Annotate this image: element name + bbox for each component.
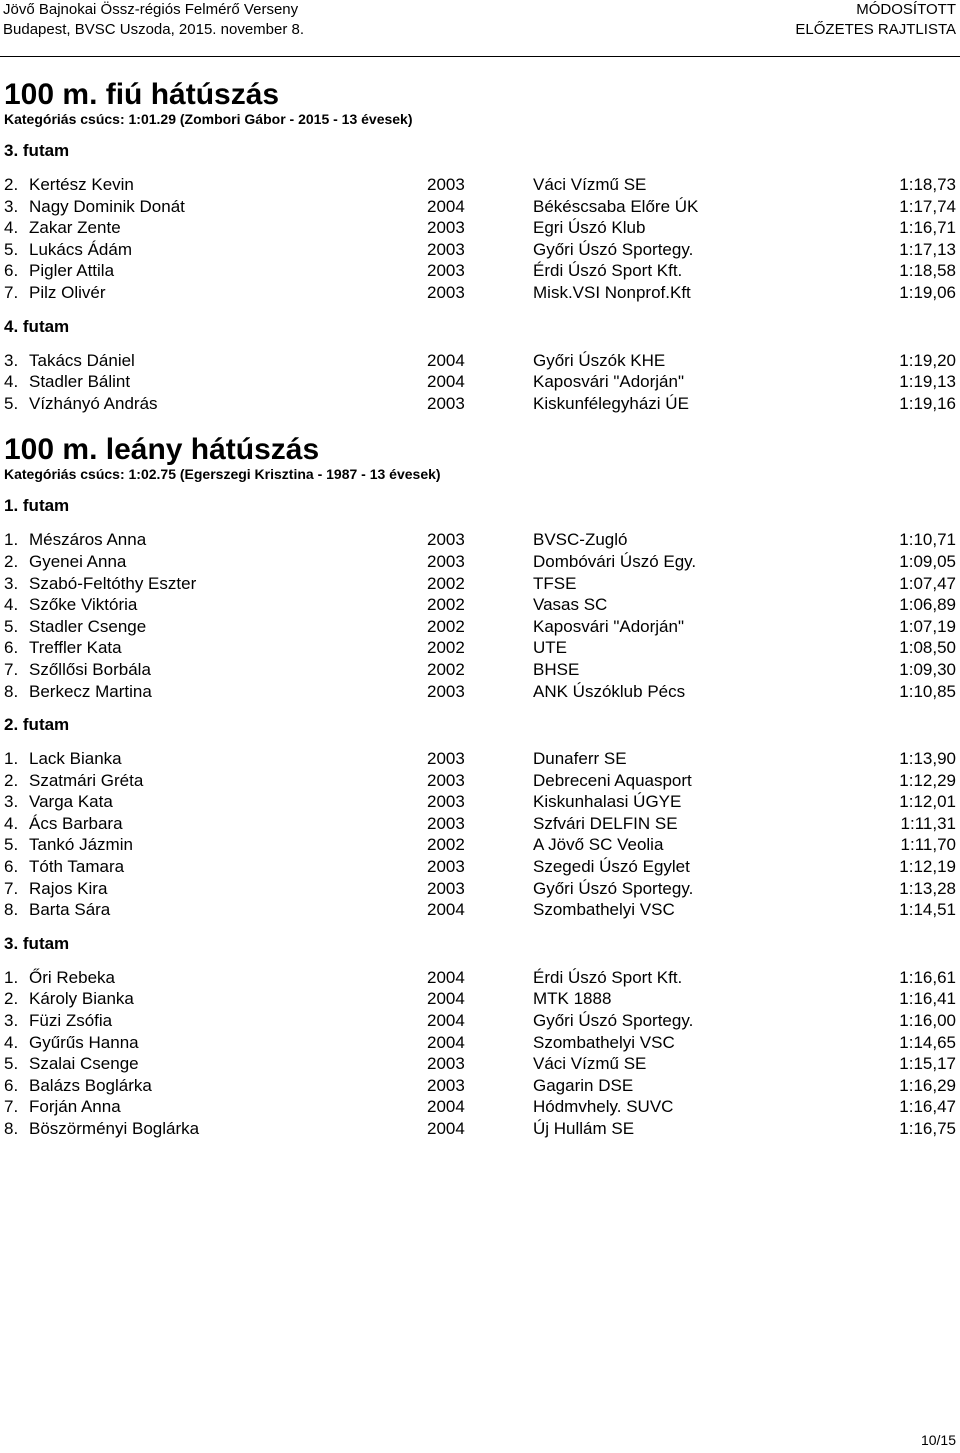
heat-title: 2. futam	[4, 715, 70, 735]
entry-time: 1:13,28	[899, 878, 956, 898]
swimmer-name: Mészáros Anna	[29, 530, 147, 550]
lane-number: 1.	[4, 967, 19, 987]
birth-year: 2003	[427, 261, 465, 281]
venue-date: Budapest, BVSC Uszoda, 2015. november 8.	[3, 21, 305, 38]
lane-number: 6.	[4, 857, 19, 877]
entry-time: 1:14,51	[899, 900, 956, 920]
swimmer-name: Treffler Kata	[29, 638, 122, 658]
swimmer-row	[0, 967, 960, 989]
swimmer-name: Varga Kata	[29, 792, 113, 812]
birth-year: 2003	[427, 1075, 465, 1095]
swimmer-name: Szalai Csenge	[29, 1054, 139, 1074]
swimmer-row	[0, 217, 960, 239]
club-name: Győri Úszó Sportegy.	[533, 1011, 694, 1031]
swimmer-row	[0, 1010, 960, 1032]
club-name: Misk.VSI Nonprof.Kft	[533, 282, 691, 302]
birth-year: 2004	[427, 1119, 465, 1138]
swimmer-name: Pigler Attila	[29, 261, 115, 281]
entry-time: 1:19,16	[899, 393, 956, 413]
club-name: MTK 1888	[533, 989, 612, 1009]
birth-year: 2003	[427, 393, 465, 413]
club-name: Szegedi Úszó Egylet	[533, 857, 690, 877]
club-name: Békéscsaba Előre ÚK	[533, 196, 699, 216]
swimmer-name: Szatmári Gréta	[29, 770, 144, 790]
heat-title: 1. futam	[4, 496, 70, 516]
document-status: MÓDOSÍTOTT	[856, 1, 956, 18]
swimmer-row	[0, 371, 960, 393]
heat-section	[0, 141, 960, 304]
birth-year: 2004	[427, 989, 465, 1009]
lane-number: 7.	[4, 659, 19, 679]
lane-number: 6.	[4, 1075, 19, 1095]
birth-year: 2003	[427, 175, 465, 194]
entry-time: 1:08,50	[899, 638, 956, 658]
swimmer-name: Barta Sára	[29, 900, 111, 920]
swimmer-name: Balázs Boglárka	[29, 1075, 152, 1095]
club-name: Váci Vízmű SE	[533, 1054, 647, 1074]
club-name: A Jövő SC Veolia	[533, 835, 664, 855]
entry-time: 1:16,61	[899, 967, 956, 987]
club-name: Győri Úszók KHE	[533, 350, 666, 370]
heat-title: 3. futam	[4, 933, 70, 953]
swimmer-name: Kertész Kevin	[29, 175, 134, 194]
club-name: Vasas SC	[533, 595, 608, 615]
entry-time: 1:11,31	[900, 813, 956, 833]
swimmer-name: Károly Bianka	[29, 989, 134, 1009]
birth-year: 2004	[427, 350, 465, 370]
club-name: Debreceni Aquasport	[533, 770, 692, 790]
lane-number: 7.	[4, 878, 19, 898]
birth-year: 2003	[427, 857, 465, 877]
heat-section	[0, 715, 960, 921]
entry-time: 1:18,73	[899, 175, 956, 194]
entry-time: 1:16,71	[899, 218, 956, 238]
birth-year: 2004	[427, 196, 465, 216]
swimmer-row	[0, 681, 960, 703]
swimmer-name: Füzi Zsófia	[29, 1011, 113, 1031]
entry-time: 1:11,70	[900, 835, 956, 855]
swimmer-name: Őri Rebeka	[29, 967, 115, 987]
entry-time: 1:16,29	[899, 1075, 956, 1095]
event-title: 100 m. leány hátúszás	[4, 433, 320, 467]
swimmer-row	[0, 878, 960, 900]
swimmer-name: Szőllősi Borbála	[29, 659, 151, 679]
entry-time: 1:06,89	[899, 595, 956, 615]
birth-year: 2003	[427, 530, 465, 550]
lane-number: 5.	[4, 616, 19, 636]
lane-number: 1.	[4, 530, 19, 550]
lane-number: 5.	[4, 393, 19, 413]
birth-year: 2004	[427, 900, 465, 920]
entry-time: 1:17,74	[899, 196, 956, 216]
swimmer-name: Zakar Zente	[29, 218, 121, 238]
swimmer-row	[0, 594, 960, 616]
lane-number: 7.	[4, 282, 19, 302]
swimmer-name: Lukács Ádám	[29, 239, 132, 259]
lane-number: 3.	[4, 350, 19, 370]
birth-year: 2003	[427, 218, 465, 238]
birth-year: 2003	[427, 239, 465, 259]
birth-year: 2002	[427, 573, 465, 593]
birth-year: 2004	[427, 1032, 465, 1052]
swimmer-row	[0, 282, 960, 304]
swimmer-name: Pilz Olivér	[29, 282, 106, 302]
club-name: Gagarin DSE	[533, 1075, 634, 1095]
club-name: Kaposvári "Adorján"	[533, 616, 684, 636]
entry-time: 1:19,13	[899, 372, 956, 392]
swimmer-name: Gyűrűs Hanna	[29, 1032, 139, 1052]
club-name: Szombathelyi VSC	[533, 900, 675, 920]
swimmer-name: Vízhányó András	[29, 393, 158, 413]
entry-time: 1:09,05	[899, 551, 956, 571]
swimmer-name: Berkecz Martina	[29, 681, 152, 701]
swimmer-row	[0, 770, 960, 792]
header-divider	[0, 56, 960, 57]
heat-title: 3. futam	[4, 141, 70, 160]
birth-year: 2002	[427, 835, 465, 855]
swimmer-name: Ács Barbara	[29, 813, 123, 833]
club-name: Dombóvári Úszó Egy.	[533, 551, 697, 571]
swimmer-row	[0, 239, 960, 261]
entry-time: 1:16,75	[899, 1119, 956, 1138]
club-name: Győri Úszó Sportegy.	[533, 878, 694, 898]
swimmer-name: Takács Dániel	[29, 350, 135, 370]
swimmer-row	[0, 899, 960, 921]
event-section	[0, 78, 960, 414]
lane-number: 4.	[4, 813, 19, 833]
club-name: Dunaferr SE	[533, 749, 627, 769]
event-title: 100 m. fiú hátúszás	[4, 78, 280, 111]
swimmer-row	[0, 529, 960, 551]
entry-time: 1:18,58	[899, 261, 956, 281]
birth-year: 2004	[427, 1011, 465, 1031]
swimmer-row	[0, 813, 960, 835]
club-name: Hódmvhely. SUVC	[533, 1097, 674, 1117]
lane-number: 3.	[4, 1011, 19, 1031]
swimmer-row	[0, 748, 960, 770]
lane-number: 5.	[4, 835, 19, 855]
club-name: Kiskunhalasi ÚGYE	[533, 792, 682, 812]
club-name: Érdi Úszó Sport Kft.	[533, 967, 683, 987]
swimmer-row	[0, 1118, 960, 1140]
club-name: Váci Vízmű SE	[533, 175, 647, 194]
birth-year: 2002	[427, 595, 465, 615]
lane-number: 5.	[4, 239, 19, 259]
swimmer-row	[0, 260, 960, 282]
swimmer-name: Rajos Kira	[29, 878, 108, 898]
club-name: Új Hullám SE	[533, 1119, 635, 1138]
swimmer-row	[0, 1032, 960, 1054]
swimmer-name: Szabó-Feltóthy Eszter	[29, 573, 197, 593]
lane-number: 6.	[4, 638, 19, 658]
swimmer-name: Böszörményi Boglárka	[29, 1119, 200, 1138]
club-name: BHSE	[533, 659, 580, 679]
entry-time: 1:16,41	[899, 989, 956, 1009]
birth-year: 2002	[427, 616, 465, 636]
swimmer-row	[0, 856, 960, 878]
entry-time: 1:19,06	[899, 282, 956, 302]
birth-year: 2003	[427, 878, 465, 898]
entry-time: 1:17,13	[899, 239, 956, 259]
swimmer-row	[0, 1096, 960, 1118]
entry-time: 1:07,47	[899, 573, 956, 593]
swimmer-row	[0, 637, 960, 659]
lane-number: 2.	[4, 989, 19, 1009]
swimmer-row	[0, 616, 960, 638]
swimmer-row	[0, 551, 960, 573]
entry-time: 1:15,17	[899, 1054, 956, 1074]
swimmer-name: Tóth Tamara	[29, 857, 125, 877]
lane-number: 2.	[4, 770, 19, 790]
birth-year: 2003	[427, 792, 465, 812]
entry-time: 1:16,47	[899, 1097, 956, 1117]
heat-title: 4. futam	[4, 316, 70, 336]
swimmer-row	[0, 659, 960, 681]
lane-number: 1.	[4, 749, 19, 769]
event-section	[0, 433, 960, 1139]
club-name: Szfvári DELFIN SE	[533, 813, 678, 833]
birth-year: 2004	[427, 372, 465, 392]
club-name: Kiskunfélegyházi ÚE	[533, 393, 689, 413]
swimmer-name: Stadler Bálint	[29, 372, 131, 392]
birth-year: 2003	[427, 1054, 465, 1074]
entry-time: 1:14,65	[899, 1032, 956, 1052]
club-name: BVSC-Zugló	[533, 530, 628, 550]
page-number: 10/15	[920, 1432, 956, 1448]
heat-section	[0, 496, 960, 702]
lane-number: 4.	[4, 595, 19, 615]
entry-time: 1:10,71	[899, 530, 956, 550]
swimmer-name: Forján Anna	[29, 1097, 121, 1117]
birth-year: 2003	[427, 749, 465, 769]
lane-number: 8.	[4, 681, 19, 701]
lane-number: 4.	[4, 218, 19, 238]
heat-section	[0, 934, 960, 1140]
swimmer-name: Stadler Csenge	[29, 616, 147, 636]
swimmer-name: Gyenei Anna	[29, 551, 127, 571]
start-list	[0, 78, 960, 1140]
swimmer-row	[0, 1053, 960, 1075]
swimmer-name: Szőke Viktória	[29, 595, 138, 615]
club-name: Egri Úszó Klub	[533, 218, 646, 238]
swimmer-row	[0, 1075, 960, 1097]
swimmer-name: Lack Bianka	[29, 749, 122, 769]
event-record: Kategóriás csúcs: 1:01.29 (Zombori Gábor - 2015 - 13 évesek)	[4, 111, 413, 127]
entry-time: 1:12,01	[899, 792, 956, 812]
entry-time: 1:09,30	[899, 659, 956, 679]
event-record: Kategóriás csúcs: 1:02.75 (Egerszegi Krisztina - 1987 - 13 évesek)	[4, 466, 441, 483]
lane-number: 4.	[4, 372, 19, 392]
swimmer-row	[0, 174, 960, 196]
swimmer-row	[0, 988, 960, 1010]
document-type: ELŐZETES RAJTLISTA	[795, 21, 956, 38]
swimmer-row	[0, 791, 960, 813]
swimmer-name: Tankó Jázmin	[29, 835, 133, 855]
lane-number: 6.	[4, 261, 19, 281]
birth-year: 2003	[427, 551, 465, 571]
birth-year: 2004	[427, 967, 465, 987]
birth-year: 2002	[427, 638, 465, 658]
entry-time: 1:10,85	[899, 681, 956, 701]
swimmer-row	[0, 393, 960, 415]
birth-year: 2004	[427, 1097, 465, 1117]
entry-time: 1:19,20	[899, 350, 956, 370]
lane-number: 7.	[4, 1097, 19, 1117]
lane-number: 3.	[4, 792, 19, 812]
entry-time: 1:07,19	[899, 616, 956, 636]
heat-section	[0, 317, 960, 415]
lane-number: 3.	[4, 196, 19, 216]
lane-number: 2.	[4, 551, 19, 571]
entry-time: 1:13,90	[899, 749, 956, 769]
swimmer-row	[0, 573, 960, 595]
club-name: UTE	[533, 638, 567, 658]
club-name: TFSE	[533, 573, 577, 593]
club-name: Érdi Úszó Sport Kft.	[533, 261, 683, 281]
club-name: ANK Úszóklub Pécs	[533, 681, 686, 701]
lane-number: 2.	[4, 175, 19, 194]
birth-year: 2002	[427, 659, 465, 679]
birth-year: 2003	[427, 770, 465, 790]
birth-year: 2003	[427, 681, 465, 701]
entry-time: 1:12,29	[899, 770, 956, 790]
swimmer-name: Nagy Dominik Donát	[29, 196, 185, 216]
birth-year: 2003	[427, 282, 465, 302]
birth-year: 2003	[427, 813, 465, 833]
entry-time: 1:16,00	[899, 1011, 956, 1031]
swimmer-row	[0, 196, 960, 218]
lane-number: 3.	[4, 573, 19, 593]
swimmer-row	[0, 350, 960, 372]
lane-number: 5.	[4, 1054, 19, 1074]
club-name: Szombathelyi VSC	[533, 1032, 675, 1052]
club-name: Kaposvári "Adorján"	[533, 372, 684, 392]
lane-number: 8.	[4, 1119, 19, 1138]
club-name: Győri Úszó Sportegy.	[533, 239, 694, 259]
lane-number: 8.	[4, 900, 19, 920]
competition-name: Jövő Bajnokai Össz-régiós Felmérő Verseny	[3, 1, 299, 18]
page-header	[0, 0, 960, 62]
swimmer-row	[0, 834, 960, 856]
lane-number: 4.	[4, 1032, 19, 1052]
entry-time: 1:12,19	[899, 857, 956, 877]
